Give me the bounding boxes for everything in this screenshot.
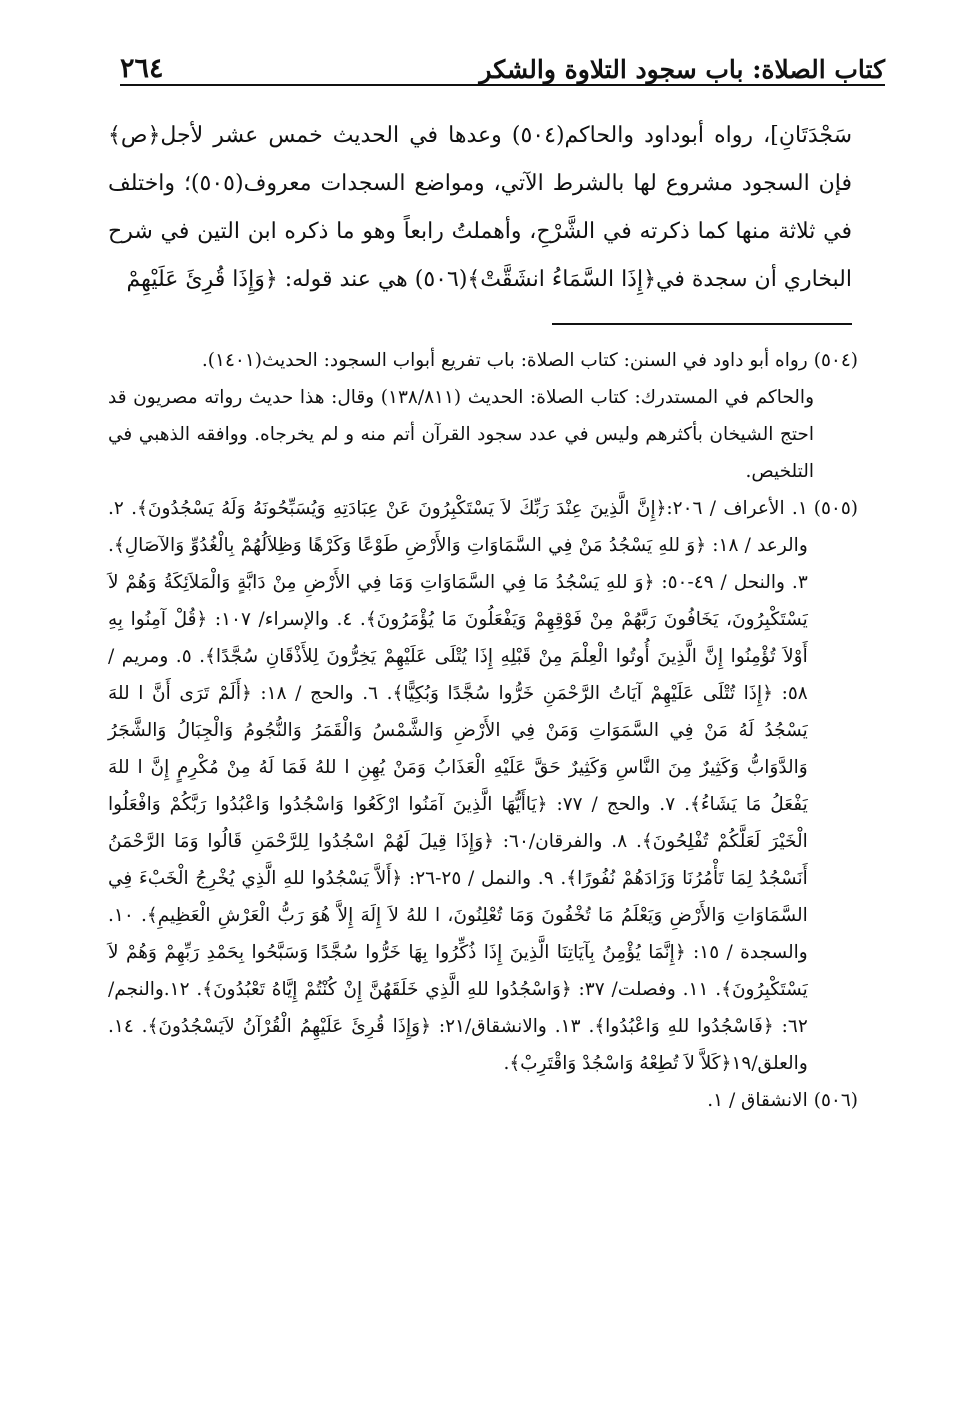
footnote-text: الانشقاق / ١.: [707, 1090, 808, 1111]
footnote-504: [108, 342, 858, 379]
main-text: [108, 112, 852, 304]
footnotes: [108, 342, 858, 1119]
footnote-506: [108, 1082, 858, 1119]
footnote-505: [108, 490, 858, 1082]
footnote-continuation: والحاكم في المستدرك: كتاب الصلاة: الحديث (١٣٨/٨١١) وقال: هذا حديث رواته مصريون قد احتج الشيخان بأكثرهم وليس في عدد سجود القرآن أتم منه و لم يخرجاه. ووافقه الذهبي في التلخيص.: [108, 387, 814, 482]
footnote-number: (٥٠٥): [813, 498, 858, 519]
footnote-separator: [552, 323, 852, 325]
footnote-text: رواه أبو داود في السنن: كتاب الصلاة: باب تفريع أبواب السجود: الحديث(١٤٠١).: [201, 350, 808, 371]
main-paragraph: سَجْدَتَانِ]، رواه أبوداود والحاكم(٥٠٤) وعدها في الحديث خمس عشر لأجل﴿ص﴾ فإن السجود مشروع لها بالشرط الآتي، ومواضع السجدات معروف(٥٠٥)؛ واختلف في ثلاثة منها كما ذكرته في الشَّرْحِ، وأهملتُ رابعاً وهو ما ذكره ابن التين في شرح البخاري أن سجدة في﴿إِذَا السَّمَاءُ انشَقَّتْ﴾(٥٠٦) هي عند قوله: ﴿وَإِذَا قُرِئَ عَلَيْهِمْ: [108, 123, 853, 292]
footnote-text: ١. الأعراف / ٢٠٦:﴿إِنَّ الَّذِينَ عِنْدَ رَبِّكَ لاَ يَسْتَكْبِرُونَ عَنْ عِبَادَتِهِ وَيُسَبِّحُونَهُ وَلَهُ يَسْجُدُونَ﴾. ٢. والرعد / ١٨: ﴿وَ للهِ يَسْجُدُ مَنْ فِي السَّمَاوَاتِ وَالأَرْضِ طَوْعًا وَكَرْهًا وَظِلاَلُهُمْ بِالْغُدُوِّ وَالآصَالِ﴾. ٣. والنحل / ٤٩-٥٠: ﴿وَ للهِ يَسْجُدُ مَا فِي السَّمَاوَاتِ وَمَا فِي الأَرْضِ مِنْ دَابَّةٍ وَالْمَلاَئِكَةُ وَهُمْ لاَ يَسْتَكْبِرُونَ، يَخَافُونَ رَبَّهُمْ مِنْ فَوْقِهِمْ وَيَفْعَلُونَ مَا يُؤْمَرُونَ﴾. ٤. والإسراء/ ١٠٧: ﴿قُلْ آمِنُوا بِهِ أَوْلاَ تُؤْمِنُوا إِنَّ الَّذِينَ أُوتُوا الْعِلْمَ مِنْ قَبْلِهِ إِذَا يُتْلَى عَلَيْهِمْ يَخِرُّونَ لِلأَذْقَانِ سُجَّدًا﴾. ٥. ومريم / ٥٨: ﴿إِذَا تُتْلَى عَلَيْهِمْ آيَاتُ الرَّحْمَنِ خَرُّوا سُجَّدًا وَبُكِيًّا﴾. ٦. والحج / ١٨: ﴿أَلَمْ تَرَى أَنَّ ا للهَ يَسْجُدُ لَهُ مَنْ فِي السَّمَوَاتِ وَمَنْ فِي الأَرْضِ وَالشَّمْسُ وَالْقَمَرُ وَالنُّجُومُ وَالْجِبَالُ وَالشَّجَرُ وَالدَّوَابُّ وَكَثِيرٌ مِنَ النَّاسِ وَكَثِيرٌ حَقَّ عَلَيْهِ الْعَذَابُ وَمَنْ يُهِنِ ا للهُ فَمَا لَهُ مِنْ مُكْرِمٍ إِنَّ ا للهَ يَفْعَلُ مَا يَشَاءُ﴾. ٧. والحج / ٧٧: ﴿يَاأَيُّهَا الَّذِينَ آمَنُوا ارْكَعُوا وَاسْجُدُوا وَاعْبُدُوا رَبَّكُمْ وَافْعَلُوا الْخَيْرَ لَعَلَّكُمْ تُفْلِحُونَ﴾. ٨. والفرقان/٦٠: ﴿وَإِذَا قِيلَ لَهُمْ اسْجُدُوا لِلرَّحْمَنِ قَالُوا وَمَا الرَّحْمَنُ أَنَسْجُدُ لِمَا تَأْمُرُنَا وَزَادَهُمْ نُفُورًا﴾. ٩. والنمل / ٢٥-٢٦: ﴿أَلاَّ يَسْجُدُوا للهِ الَّذِي يُخْرِجُ الْخَبْءَ فِي السَّمَاوَاتِ وَالأَرْضِ وَيَعْلَمُ مَا تُخْفُونَ وَمَا تُعْلِنُونَ، ا للهُ لاَ إِلَهَ إِلاَّ هُوَ رَبُّ الْعَرْشِ الْعَظِيمِ﴾. ١٠. والسجدة / ١٥: ﴿إِنَّمَا يُؤْمِنُ بِآيَاتِنَا الَّذِينَ إِذَا ذُكِّرُوا بِهَا خَرُّوا سُجَّدًا وَسَبَّحُوا بِحَمْدِ رَبِّهِمْ وَهُمْ لاَ يَسْتَكْبِرُونَ﴾. ١١. وفصلت/ ٣٧: ﴿وَاسْجُدُوا للهِ الَّذِي خَلَقَهُنَّ إِنْ كُنْتُمْ إِيَّاهُ تَعْبُدُونَ﴾. ١٢.والنجم/ ٦٢: ﴿فَاسْجُدُوا للهِ وَاعْبُدُوا﴾. ١٣. والانشقاق/٢١: ﴿وَإِذَا قُرِئَ عَلَيْهِمُ الْقُرْآنُ لاَيَسْجُدُونَ﴾. ١٤. والعلق/١٩﴿كَلاَّ لاَ تُطِعْهُ وَاسْجُدْ وَاقْتَرِبْ﴾.: [108, 498, 808, 1074]
footnote-number: (٥٠٤): [813, 350, 858, 371]
page-number: ٢٦٤: [120, 53, 164, 84]
page-header: [120, 40, 885, 86]
running-title: كتاب الصلاة: باب سجود التلاوة والشكر: [479, 55, 885, 84]
footnote-number: (٥٠٦): [813, 1090, 858, 1111]
